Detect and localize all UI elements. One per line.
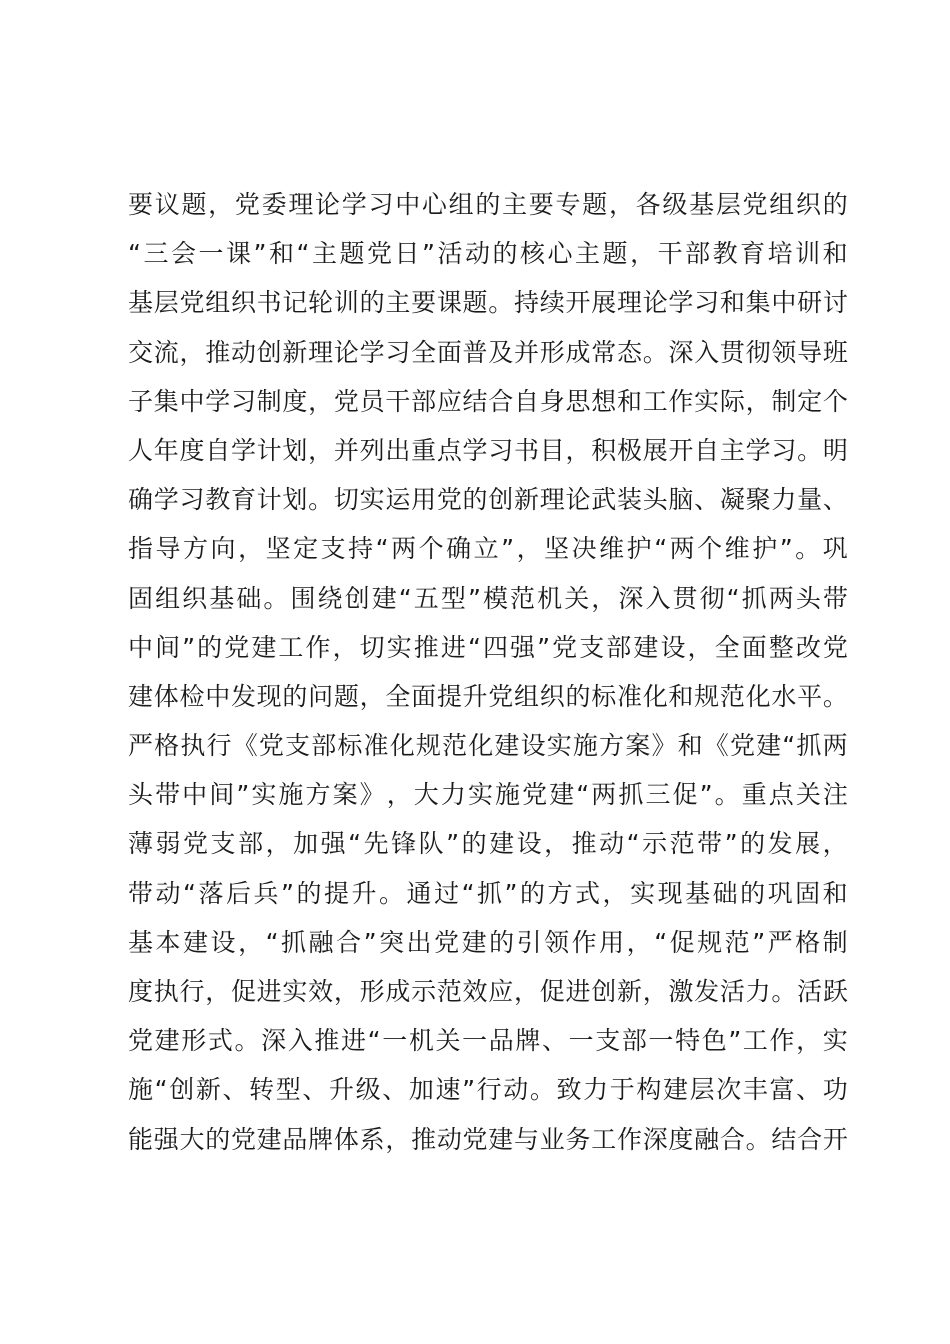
text-line: 薄 弱 党 支 部 ， 加 强 “ 先 锋 队 ” 的 建 设 ， 推 动 “ 示 范 带 ” 的 发 展 ，: [128, 829, 848, 859]
text-line: 党 建 形 式 。 深 入 推 进 “ 一 机 关 一 品 牌 、 一 支 部 一 特 色 ” 工 作 ， 实: [128, 1026, 848, 1056]
text-line: “ 三 会 一 课 ” 和 “ 主 题 党 日 ” 活 动 的 核 心 主 题 ， 干 部 教 育 培 训 和: [128, 239, 848, 269]
text-line: 基 层 党 组 织 书 记 轮 训 的 主 要 课 题 。 持 续 开 展 理 论 学 习 和 集 中 研 讨: [128, 288, 848, 318]
text-line: 固 组 织 基 础 。 围 绕 创 建 “ 五 型 ” 模 范 机 关 ， 深 入 贯 彻 “ 抓 两 头 带: [128, 583, 848, 613]
text-line: 头 带 中 间 ” 实 施 方 案 》 ， 大 力 实 施 党 建 “ 两 抓 三 促 ” 。 重 点 关 注: [128, 780, 848, 810]
text-line: 交 流 ， 推 动 创 新 理 论 学 习 全 面 普 及 并 形 成 常 态 。 深 入 贯 彻 领 导 班: [128, 337, 848, 367]
text-line: 指 导 方 向 ， 坚 定 支 持 “ 两 个 确 立 ” ， 坚 决 维 护 “ 两 个 维 护 ” 。 巩: [128, 534, 848, 564]
text-line: 带 动 “ 落 后 兵 ” 的 提 升 。 通 过 “ 抓 ” 的 方 式 ， 实 现 基 础 的 巩 固 和: [128, 878, 848, 908]
text-line: 子 集 中 学 习 制 度 ， 党 员 干 部 应 结 合 自 身 思 想 和 工 作 实 际 ， 制 定 个: [128, 386, 848, 416]
text-line: 度 执 行 ， 促 进 实 效 ， 形 成 示 范 效 应 ， 促 进 创 新 ， 激 发 活 力 。 活 跃: [128, 977, 848, 1006]
text-line: 施 “ 创 新 、 转 型 、 升 级 、 加 速 ” 行 动 。 致 力 于 构 建 层 次 丰 富 、 功: [128, 1075, 848, 1105]
text-line: 建 体 检 中 发 现 的 问 题 ， 全 面 提 升 党 组 织 的 标 准 化 和 规 范 化 水 平 。: [128, 681, 848, 711]
text-line: 人 年 度 自 学 计 划 ， 并 列 出 重 点 学 习 书 目 ， 积 极 展 开 自 主 学 习 。 明: [128, 435, 848, 465]
text-line: 中 间 ” 的 党 建 工 作 ， 切 实 推 进 “ 四 强 ” 党 支 部 建 设 ， 全 面 整 改 党: [128, 632, 848, 662]
text-line: 基 本 建 设 ， “ 抓 融 合 ” 突 出 党 建 的 引 领 作 用 ， “ 促 规 范 ” 严 格 制: [128, 927, 848, 957]
text-line: 确 学 习 教 育 计 划 。 切 实 运 用 党 的 创 新 理 论 武 装 头 脑 、 凝 聚 力 量 、: [128, 485, 848, 515]
text-line: 要 议 题 ， 党 委 理 论 学 习 中 心 组 的 主 要 专 题 ， 各 级 基 层 党 组 织 的: [128, 190, 848, 219]
text-line: 严 格 执 行 《 党 支 部 标 准 化 规 范 化 建 设 实 施 方 案 》 和 《 党 建 “ 抓 两: [128, 731, 848, 761]
body-text: [128, 180, 848, 1164]
text-line: 能 强 大 的 党 建 品 牌 体 系 ， 推 动 党 建 与 业 务 工 作 深 度 融 合 。 结 合 开: [128, 1124, 848, 1154]
